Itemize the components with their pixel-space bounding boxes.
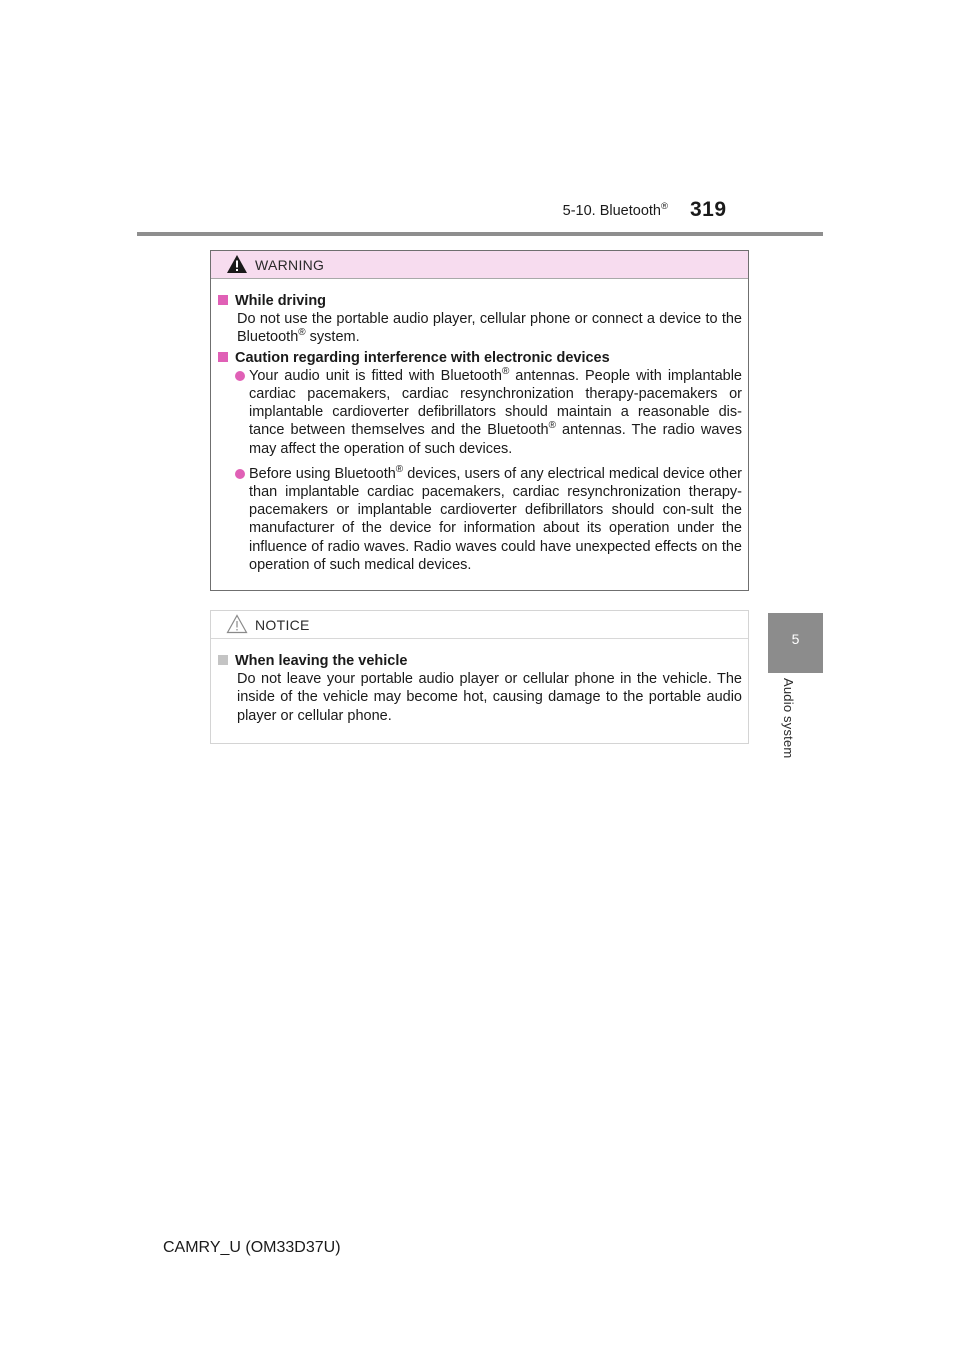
warning-bullet-item (218, 367, 742, 458)
caution-triangle-outline-icon (226, 614, 248, 634)
chapter-number: 5 (791, 631, 800, 647)
paragraph-text: Do not use the portable audio player, cellular phone or connect a device to the Bluetooth (237, 311, 742, 346)
bullet-text: devices, users of any electrical medical device other than implantable cardiac pacemakers, cardiac resynchronization therapy-pacemakers or implantable cardioverter defibrillators should con-sult the manufacturer of the device for information about its operation under the influence of radio waves. Radio waves could have unexpected effects on the operation of such medical devices. (249, 465, 742, 573)
circle-bullet-icon (235, 469, 245, 479)
warning-title: WARNING (255, 257, 325, 273)
warning-section-heading (218, 292, 742, 310)
bullet-text: Your audio unit is fitted with Bluetooth (249, 367, 502, 384)
heading-text: Caution regarding interference with electronic devices (235, 349, 610, 366)
warning-paragraph (218, 310, 742, 346)
warning-box (210, 250, 749, 591)
bullet-text: antennas. People with implantable cardiac pacemakers, cardiac resynchronization therapy-pacemakers or implantable cardioverter defibrillators should maintain a reasonable dis-tance between themselves and the Bluetooth (249, 367, 742, 439)
warning-header (211, 251, 748, 279)
notice-box (210, 610, 749, 744)
model-code: CAMRY_U (OM33D37U) (163, 1239, 341, 1256)
paragraph-text: system. (305, 329, 360, 346)
notice-section-heading (218, 652, 742, 670)
bullet-text: Before using Bluetooth (249, 465, 396, 482)
warning-body (211, 279, 748, 574)
circle-bullet-icon (235, 371, 245, 381)
warning-triangle-filled-icon (226, 254, 248, 274)
notice-header (211, 611, 748, 639)
registered-mark: ® (501, 365, 510, 377)
notice-title: NOTICE (255, 617, 310, 633)
bullet-text: antennas. The radio waves may affect the operation of such devices. (249, 422, 742, 457)
header-divider (137, 232, 823, 236)
heading-text: While driving (235, 293, 327, 309)
warning-section-heading (218, 349, 742, 367)
registered-mark: ® (298, 327, 306, 339)
registered-mark: ® (548, 420, 556, 432)
square-bullet-icon (218, 655, 228, 665)
square-bullet-icon (218, 295, 228, 305)
section-title-text: 5-10. Bluetooth (562, 203, 661, 219)
page-number: 319 (690, 198, 727, 221)
notice-body (211, 639, 748, 725)
heading-text: When leaving the vehicle (235, 653, 408, 669)
notice-paragraph: Do not leave your portable audio player or cellular phone in the vehicle. The inside of the vehicle may become hot, causing damage to the portable audio player or cellular phone. (237, 671, 742, 724)
section-title (0, 201, 668, 219)
registered-mark: ® (661, 201, 668, 212)
registered-mark: ® (395, 463, 404, 475)
chapter-label: Audio system (781, 678, 796, 759)
warning-bullet-item (218, 465, 742, 574)
square-bullet-icon (218, 352, 228, 362)
